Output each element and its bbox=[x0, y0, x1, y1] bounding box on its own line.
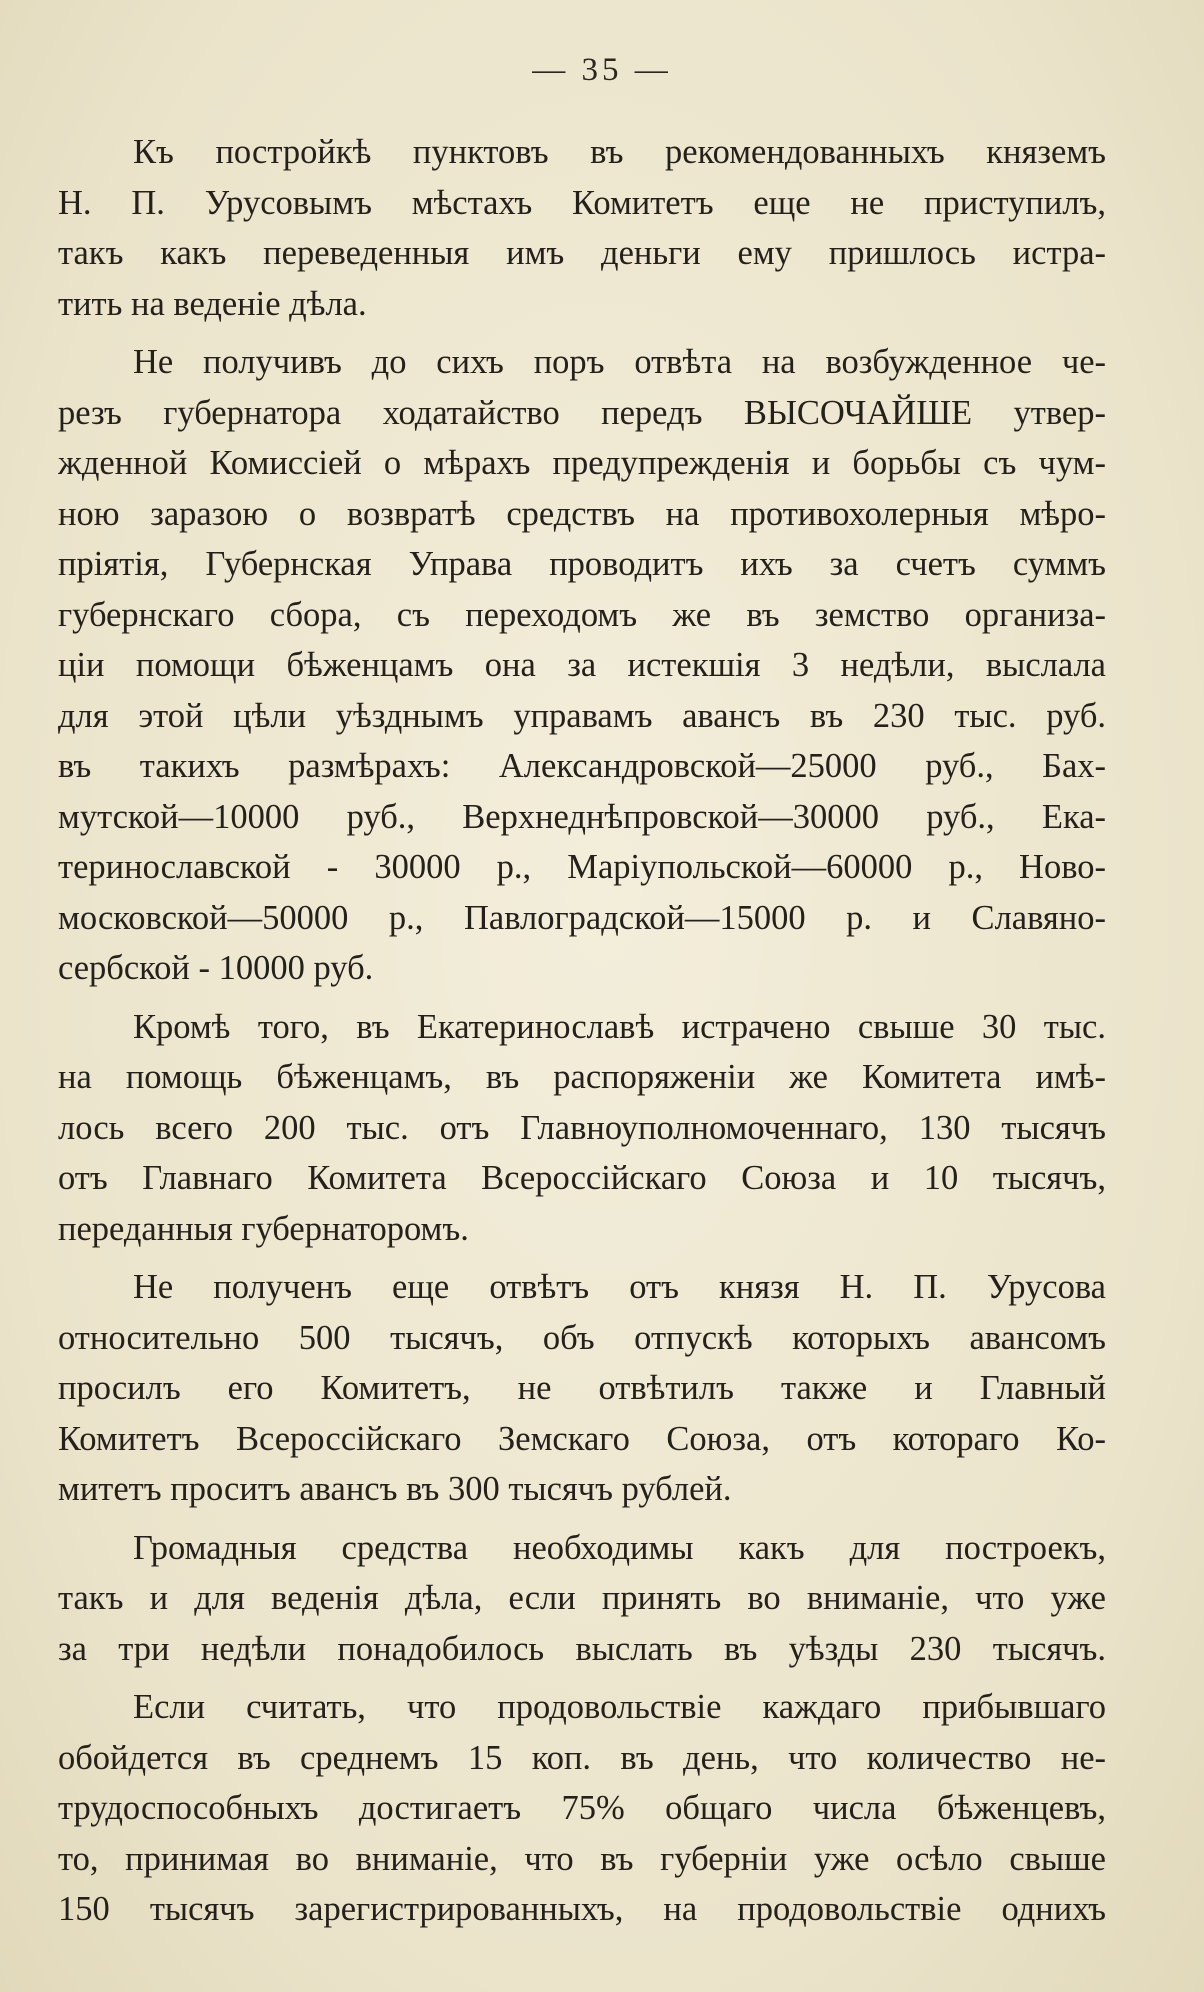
text-line: лось всего 200 тыс. отъ Главноуполномоченнаго, 130 тысячъ bbox=[58, 1108, 1106, 1147]
text-line: Къ постройкѣ пунктовъ въ рекомендованныхъ княземъ bbox=[133, 133, 1106, 171]
paragraph bbox=[58, 127, 1106, 329]
paragraph bbox=[58, 1523, 1106, 1675]
paragraph bbox=[58, 1002, 1106, 1255]
text-line: губернскаго сбора, съ переходомъ же въ земство организа- bbox=[58, 595, 1106, 634]
text-line: Громадныя средства необходимы какъ для построекъ, bbox=[133, 1528, 1106, 1567]
paragraph bbox=[58, 1682, 1106, 1935]
text-line: то, принимая во вниманіе, что въ губерніи уже осѣло свыше bbox=[58, 1839, 1106, 1878]
text-line: отъ Главнаго Комитета Всероссійскаго Союза и 10 тысячъ, bbox=[58, 1159, 1106, 1197]
page-number: — 35 — bbox=[532, 52, 672, 88]
text-line: переданныя губернаторомъ. bbox=[58, 1209, 469, 1248]
text-line: за три недѣли понадобилось выслать въ уѣзды 230 тысячъ. bbox=[58, 1629, 1106, 1668]
text-line: резъ губернатора ходатайство передъ ВЫСОЧАЙШЕ утвер- bbox=[58, 393, 1106, 432]
text-line: Не полученъ еще отвѣтъ отъ князя Н. П. Урусова bbox=[133, 1268, 1106, 1306]
text-line: на помощь бѣженцамъ, въ распоряженіи же Комитета имѣ- bbox=[58, 1058, 1106, 1096]
text-line: такъ какъ переведенныя имъ деньги ему пришлось истра- bbox=[58, 234, 1106, 272]
paragraph bbox=[58, 337, 1106, 994]
text-line: такъ и для веденія дѣла, если принять во вниманіе, что уже bbox=[58, 1579, 1106, 1617]
text-line: мутской—10000 руб., Верхнеднѣпровской—30000 руб., Ека- bbox=[58, 797, 1106, 836]
text-line: тить на веденіе дѣла. bbox=[58, 284, 367, 323]
text-line: 150 тысячъ зарегистрированныхъ, на продовольствіе однихъ bbox=[58, 1890, 1106, 1928]
body-text bbox=[58, 127, 1106, 1935]
text-line: жденной Комиссіей о мѣрахъ предупрежденія и борьбы съ чум- bbox=[58, 444, 1106, 482]
text-line: ною заразою о возвратѣ средствъ на противохолерныя мѣро- bbox=[58, 494, 1106, 533]
text-line: Не получивъ до сихъ поръ отвѣта на возбужденное че- bbox=[133, 343, 1106, 381]
text-line: митетъ проситъ авансъ въ 300 тысячъ рублей. bbox=[58, 1470, 732, 1508]
paragraph bbox=[58, 1262, 1106, 1515]
text-line: пріятія, Губернская Управа проводитъ ихъ за счетъ суммъ bbox=[58, 545, 1106, 583]
text-line: теринославской - 30000 р., Маріупольской—60000 р., Ново- bbox=[58, 848, 1106, 886]
text-line: московской—50000 р., Павлоградской—15000 р. и Славяно- bbox=[58, 898, 1106, 937]
text-line: Кромѣ того, въ Екатеринославѣ истрачено свыше 30 тыс. bbox=[133, 1007, 1106, 1046]
text-line: обойдется въ среднемъ 15 коп. въ день, что количество не- bbox=[58, 1738, 1106, 1777]
text-line: сербской - 10000 руб. bbox=[58, 949, 374, 987]
text-line: въ такихъ размѣрахъ: Александровской—25000 руб., Бах- bbox=[58, 747, 1106, 785]
text-line: Если считать, что продовольствіе каждаго прибывшаго bbox=[133, 1688, 1106, 1726]
text-line: трудоспособныхъ достигаетъ 75% общаго числа бѣженцевъ, bbox=[58, 1789, 1106, 1827]
text-line: просилъ его Комитетъ, не отвѣтилъ также и Главный bbox=[58, 1369, 1106, 1407]
text-line: ціи помощи бѣженцамъ она за истекшія 3 недѣли, выслала bbox=[58, 646, 1106, 684]
text-line: относительно 500 тысячъ, объ отпускѣ которыхъ авансомъ bbox=[58, 1318, 1106, 1357]
text-line: Комитетъ Всероссійскаго Земскаго Союза, отъ котораго Ко- bbox=[58, 1419, 1106, 1458]
text-line: Н. П. Урусовымъ мѣстахъ Комитетъ еще не приступилъ, bbox=[58, 183, 1106, 222]
text-line: для этой цѣли уѣзднымъ управамъ авансъ въ 230 тыс. руб. bbox=[58, 696, 1106, 735]
